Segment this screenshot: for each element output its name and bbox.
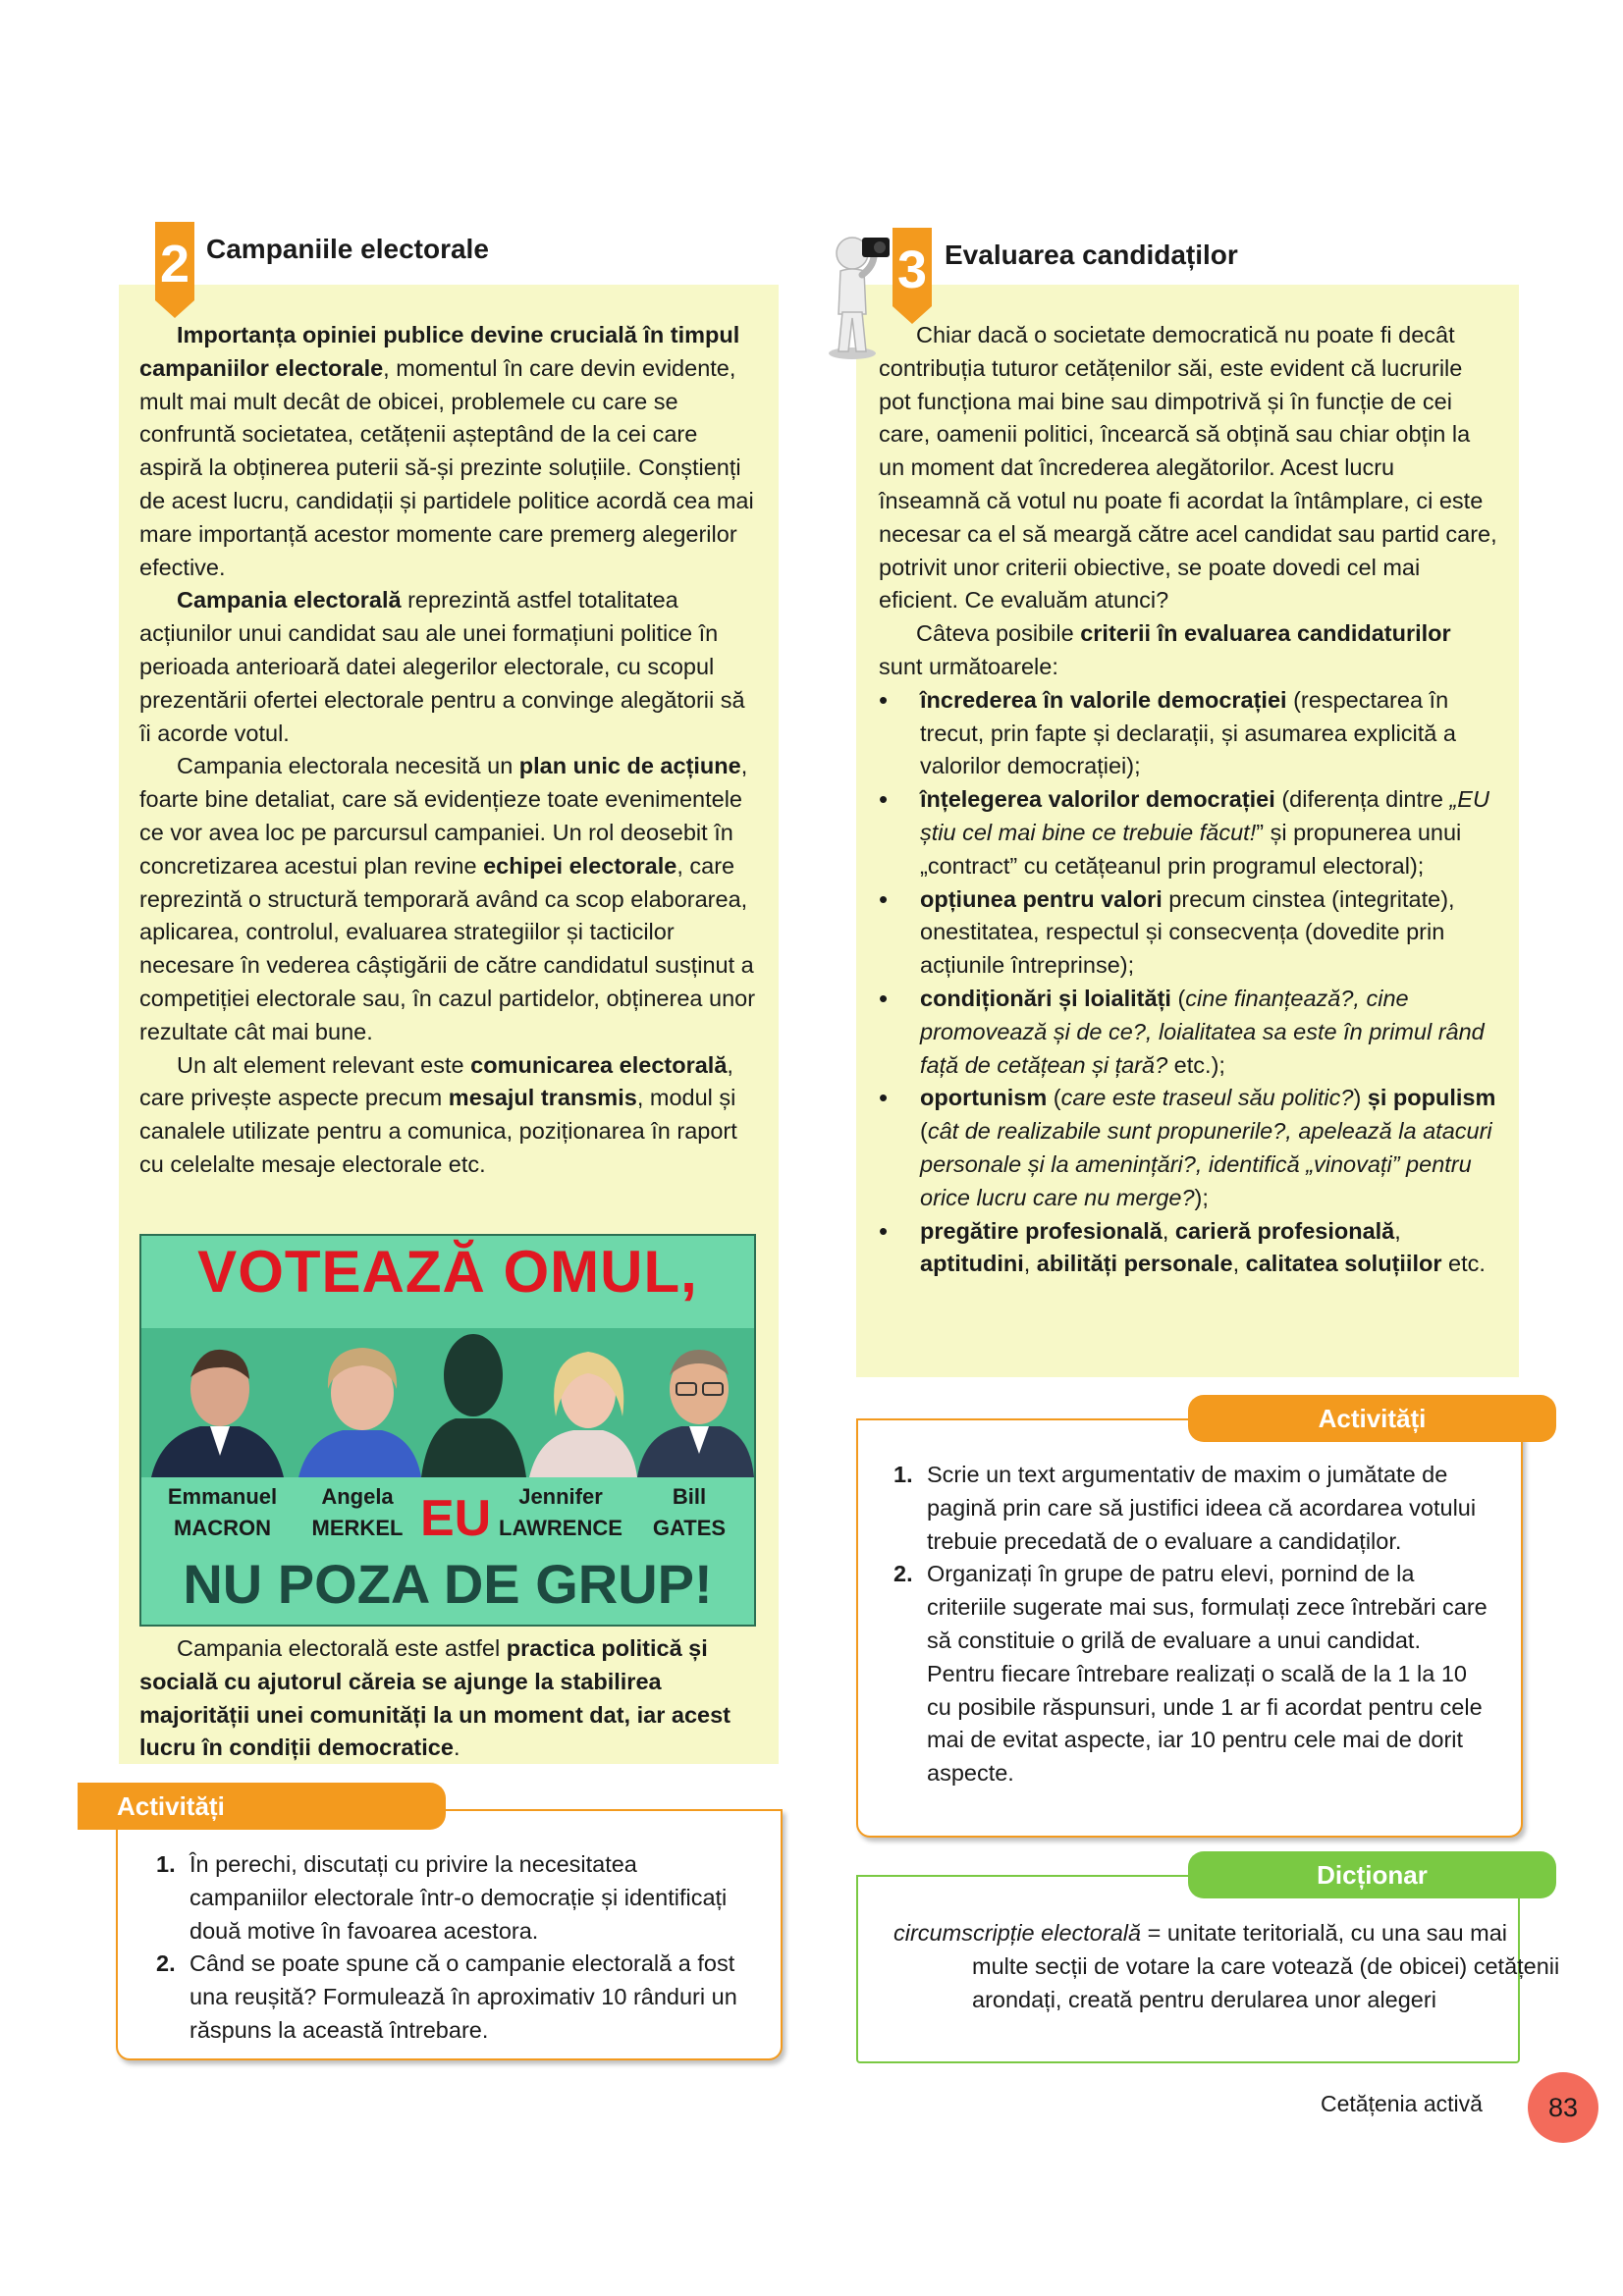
section2-paragraph-1 — [139, 319, 758, 584]
text: ( — [1170, 985, 1186, 1011]
text: precum cinstea (integritate), onestitatea, respectul și consecvența (dovedite prin acțiunile întreprinse); — [920, 885, 1455, 979]
text: , — [1023, 1251, 1037, 1277]
bold-text: practica politică și socială cu ajutorul căreia se ajunge la stabilirea majorității unei comunități la un moment dat, iar acest lucru în condiții democratice — [139, 1635, 730, 1761]
text: , — [1232, 1251, 1246, 1277]
activity-item — [880, 1558, 1493, 1790]
poster-headline: VOTEAZĂ OMUL, — [197, 1239, 698, 1305]
bold-text: și populism — [1367, 1085, 1496, 1111]
activity-item — [142, 1948, 751, 2047]
last-name: MACRON — [174, 1516, 271, 1540]
text: reprezintă astfel totalitatea acțiunilor unui candidat sau ale unei formațiuni politice în perioada anterioară datei alegerilor electorale, cu scopul prezentării ofertei electorale pentru a convinge alegătorii să îi acorde votul. — [139, 587, 745, 746]
section3-body — [879, 319, 1497, 1281]
bold-text: carieră profesională — [1174, 1217, 1395, 1244]
item-number: 1. — [893, 1462, 913, 1487]
text: Campania electorala necesită un — [177, 753, 519, 779]
dictionary-definition: = unitate teritorială, cu una sau mai multe secții de votare la care votează (de obicei) cetățenii arondați, creată pentru derularea unor alegeri — [972, 1920, 1560, 2012]
campaign-poster — [139, 1234, 756, 1627]
bold-text: oportunism — [920, 1085, 1048, 1111]
text: , — [1162, 1217, 1175, 1244]
bold-text: abilități personale — [1036, 1251, 1233, 1277]
criteria-item — [879, 983, 1497, 1082]
bold-text: înțelegerea valorilor democrației — [920, 786, 1275, 813]
portrait-lawrence — [529, 1352, 637, 1477]
italic-text: „EU știu cel mai bine ce trebuie făcut! — [920, 786, 1489, 845]
bold-text: plan unic de acțiune — [518, 753, 741, 779]
section2-paragraph-2 — [139, 584, 758, 750]
first-name: Jennifer — [518, 1484, 603, 1509]
criteria-item — [879, 1082, 1497, 1214]
activity-item — [142, 1848, 751, 1948]
text: (respectarea în trecut, prin fapte și declarații, și asumarea explicită a valorilor democrației); — [920, 686, 1456, 779]
text: sunt următoarele: — [879, 653, 1058, 679]
text: , modul și canalele utilizate pentru a comunica, poziționarea în raport cu celelalte mesaje electorale etc. — [139, 1085, 737, 1177]
section2-paragraph-5 — [139, 1632, 758, 1765]
criteria-item — [879, 783, 1497, 882]
section2-title: Campaniile electorale — [206, 234, 489, 264]
bold-text: calitatea soluțiilor — [1245, 1251, 1442, 1277]
bold-text: opțiunea pentru valori — [920, 885, 1163, 912]
last-name: LAWRENCE — [499, 1516, 622, 1540]
poster-name-merkel — [303, 1481, 411, 1544]
bold-text: încrederea în valorile democrației — [920, 686, 1287, 713]
first-name: Emmanuel — [167, 1484, 278, 1509]
poster-portraits-image — [141, 1328, 754, 1477]
criteria-item — [879, 684, 1497, 783]
section2-body — [139, 319, 758, 1182]
text: , foarte bine detaliat, care să evidențieze toate evenimentele ce vor avea loc pe parcursul campaniei. Un rol deosebit în concretizarea acestui plan revine — [139, 753, 748, 879]
text: , — [1394, 1217, 1401, 1244]
criteria-list — [879, 684, 1497, 1281]
text: ” și propunerea unui „contract” cu cetățeanul prin programul electoral); — [920, 819, 1462, 879]
text: , care reprezintă o structură temporară având ca scop elaborarea, aplicarea, controlul, evaluarea strategiilor și tacticilor necesare în vederea câștigării de către candidatul susținut a competiției electorale sau, în cazul partidelor, obținerea unor rezultate cât mai bune. — [139, 852, 756, 1044]
activity-item — [880, 1459, 1493, 1558]
text: ); — [1194, 1184, 1209, 1210]
section2-paragraph-3 — [139, 750, 758, 1048]
bold-text: condiționări și loialități — [920, 985, 1171, 1011]
bold-text: mesajul transmis — [448, 1085, 637, 1111]
text: , momentul în care devin evidente, mult mai mult decât de obicei, problemele cu care se confruntă societatea, cetățenii așteptând de la cei care aspiră la obținerea puterii să-și prezinte soluțiile. Conștienți de acest lucru, candidații și partidele politice acordă cea mai mare importanță acestor momente care premerg alegerilor efective. — [139, 354, 754, 580]
poster-name-macron — [161, 1481, 284, 1544]
poster-eu-label: EU — [420, 1490, 492, 1547]
bold-text: comunicarea electorală — [470, 1051, 728, 1078]
bold-text: aptitudini — [920, 1251, 1024, 1277]
page-number: 83 — [1528, 2072, 1598, 2143]
activities-left-list — [142, 1848, 751, 2048]
portrait-silhouette — [421, 1334, 526, 1477]
last-name: MERKEL — [311, 1516, 404, 1540]
poster-bottom-line: NU POZA DE GRUP! — [183, 1553, 713, 1615]
item-text: Când se poate spune că o campanie electorală a fost una reușită? Formulează în aproximativ 10 rânduri un răspuns la această întrebare. — [189, 1950, 737, 2043]
activities-left-tab: Activități — [78, 1783, 446, 1830]
criteria-item — [879, 883, 1497, 983]
bold-text: Importanța opiniei publice devine crucială în timpul campaniilor electorale — [139, 322, 740, 381]
portrait-merkel — [298, 1348, 421, 1477]
text: ( — [920, 1118, 928, 1145]
item-text: În perechi, discutați cu privire la necesitatea campaniilor electorale într-o democrație și identificați două motive în favoarea acestora. — [189, 1851, 728, 1944]
text: Câteva posibile — [916, 620, 1081, 647]
text: ) — [1353, 1085, 1368, 1111]
bold-text: echipei electorale — [483, 852, 677, 879]
dictionary-entry — [893, 1917, 1561, 2016]
italic-text: care este traseul său politic? — [1060, 1085, 1354, 1111]
criteria-item — [879, 1215, 1497, 1282]
text: Un alt element relevant este — [177, 1051, 471, 1078]
text: Campania electorală este astfel — [177, 1635, 507, 1661]
section2-conclusion — [139, 1632, 758, 1765]
section3-number-badge: 3 — [893, 228, 932, 306]
first-name: Bill — [672, 1484, 707, 1509]
section3-paragraph-1: Chiar dacă o societate democratică nu poate fi decât contribuția tuturor cetățenilor săi, este evident că lucrurile pot funcționa mai bine sau dimpotrivă și în funcție de cei care, oamenii politici, încearcă să obțină sau chiar obțin la un moment dat încrederea alegătorilor. Acest lucru înseamnă că votul nu poate fi acordat la întâmplare, ci este necesar ca el să meargă către acel candidat sau partid care, potrivit unor criterii obiective, se poate dovedi cel mai eficient. Ce evaluăm atunci? — [879, 322, 1497, 614]
text: . — [453, 1735, 460, 1761]
bold-text: pregătire profesională — [920, 1217, 1163, 1244]
bold-text: Campania electorală — [177, 587, 402, 614]
item-number: 2. — [156, 1950, 176, 1977]
dictionary-tab: Dicționar — [1188, 1851, 1556, 1898]
italic-text: cât de realizabile sunt propunerile?, apelează la atacuri personale și la amenințări?, identifică „vinovați” pentru orice lucru care nu merge? — [920, 1118, 1492, 1210]
portrait-macron — [151, 1350, 284, 1477]
item-number: 2. — [893, 1561, 913, 1587]
poster-name-lawrence — [497, 1481, 624, 1544]
first-name: Angela — [321, 1484, 394, 1509]
poster-photo-strip — [141, 1328, 754, 1477]
text: etc.); — [1167, 1051, 1225, 1078]
text: etc. — [1441, 1251, 1486, 1277]
section3-paragraph-2 — [879, 617, 1497, 684]
italic-text: cine finanțează?, cine promovează și de ce?, loialitatea sa este în primul rând față de cetățean și țară? — [920, 985, 1485, 1078]
item-text: Scrie un text argumentativ de maxim o jumătate de pagină prin care să justifici ideea că acordarea votului trebuie precedată de o evaluare a candidaților. — [927, 1462, 1477, 1554]
poster-name-gates — [640, 1481, 738, 1544]
section2-paragraph-4 — [139, 1049, 758, 1182]
activities-right-tab: Activități — [1188, 1395, 1556, 1442]
text: , care privește aspecte precum — [139, 1051, 733, 1111]
activities-right-list — [880, 1459, 1493, 1790]
section3-title: Evaluarea candidaților — [945, 240, 1238, 270]
text: (diferența dintre — [1274, 786, 1450, 813]
footer-label: Cetățenia activă — [1321, 2091, 1483, 2116]
item-number: 1. — [156, 1851, 176, 1877]
portrait-gates — [637, 1350, 754, 1477]
item-text: Organizați în grupe de patru elevi, pornind de la criteriile sugerate mai sus, formulați zece întrebări care să constituie o grilă de evaluare a unui candidat. Pentru fiecare întrebare realizați o scală de la 1 la 10 cu posibile răspunsuri, unde 1 ar fi acordat pentru cele mai de evitat aspecte, iar 10 pentru cele mai de dorit aspecte. — [927, 1561, 1488, 1787]
dictionary-term: circumscripție electorală — [893, 1920, 1142, 1946]
bold-text: criterii în evaluarea candidaturilor — [1080, 620, 1451, 647]
text: ( — [1047, 1085, 1061, 1111]
last-name: GATES — [652, 1516, 727, 1540]
section2-number-badge: 2 — [155, 222, 194, 300]
